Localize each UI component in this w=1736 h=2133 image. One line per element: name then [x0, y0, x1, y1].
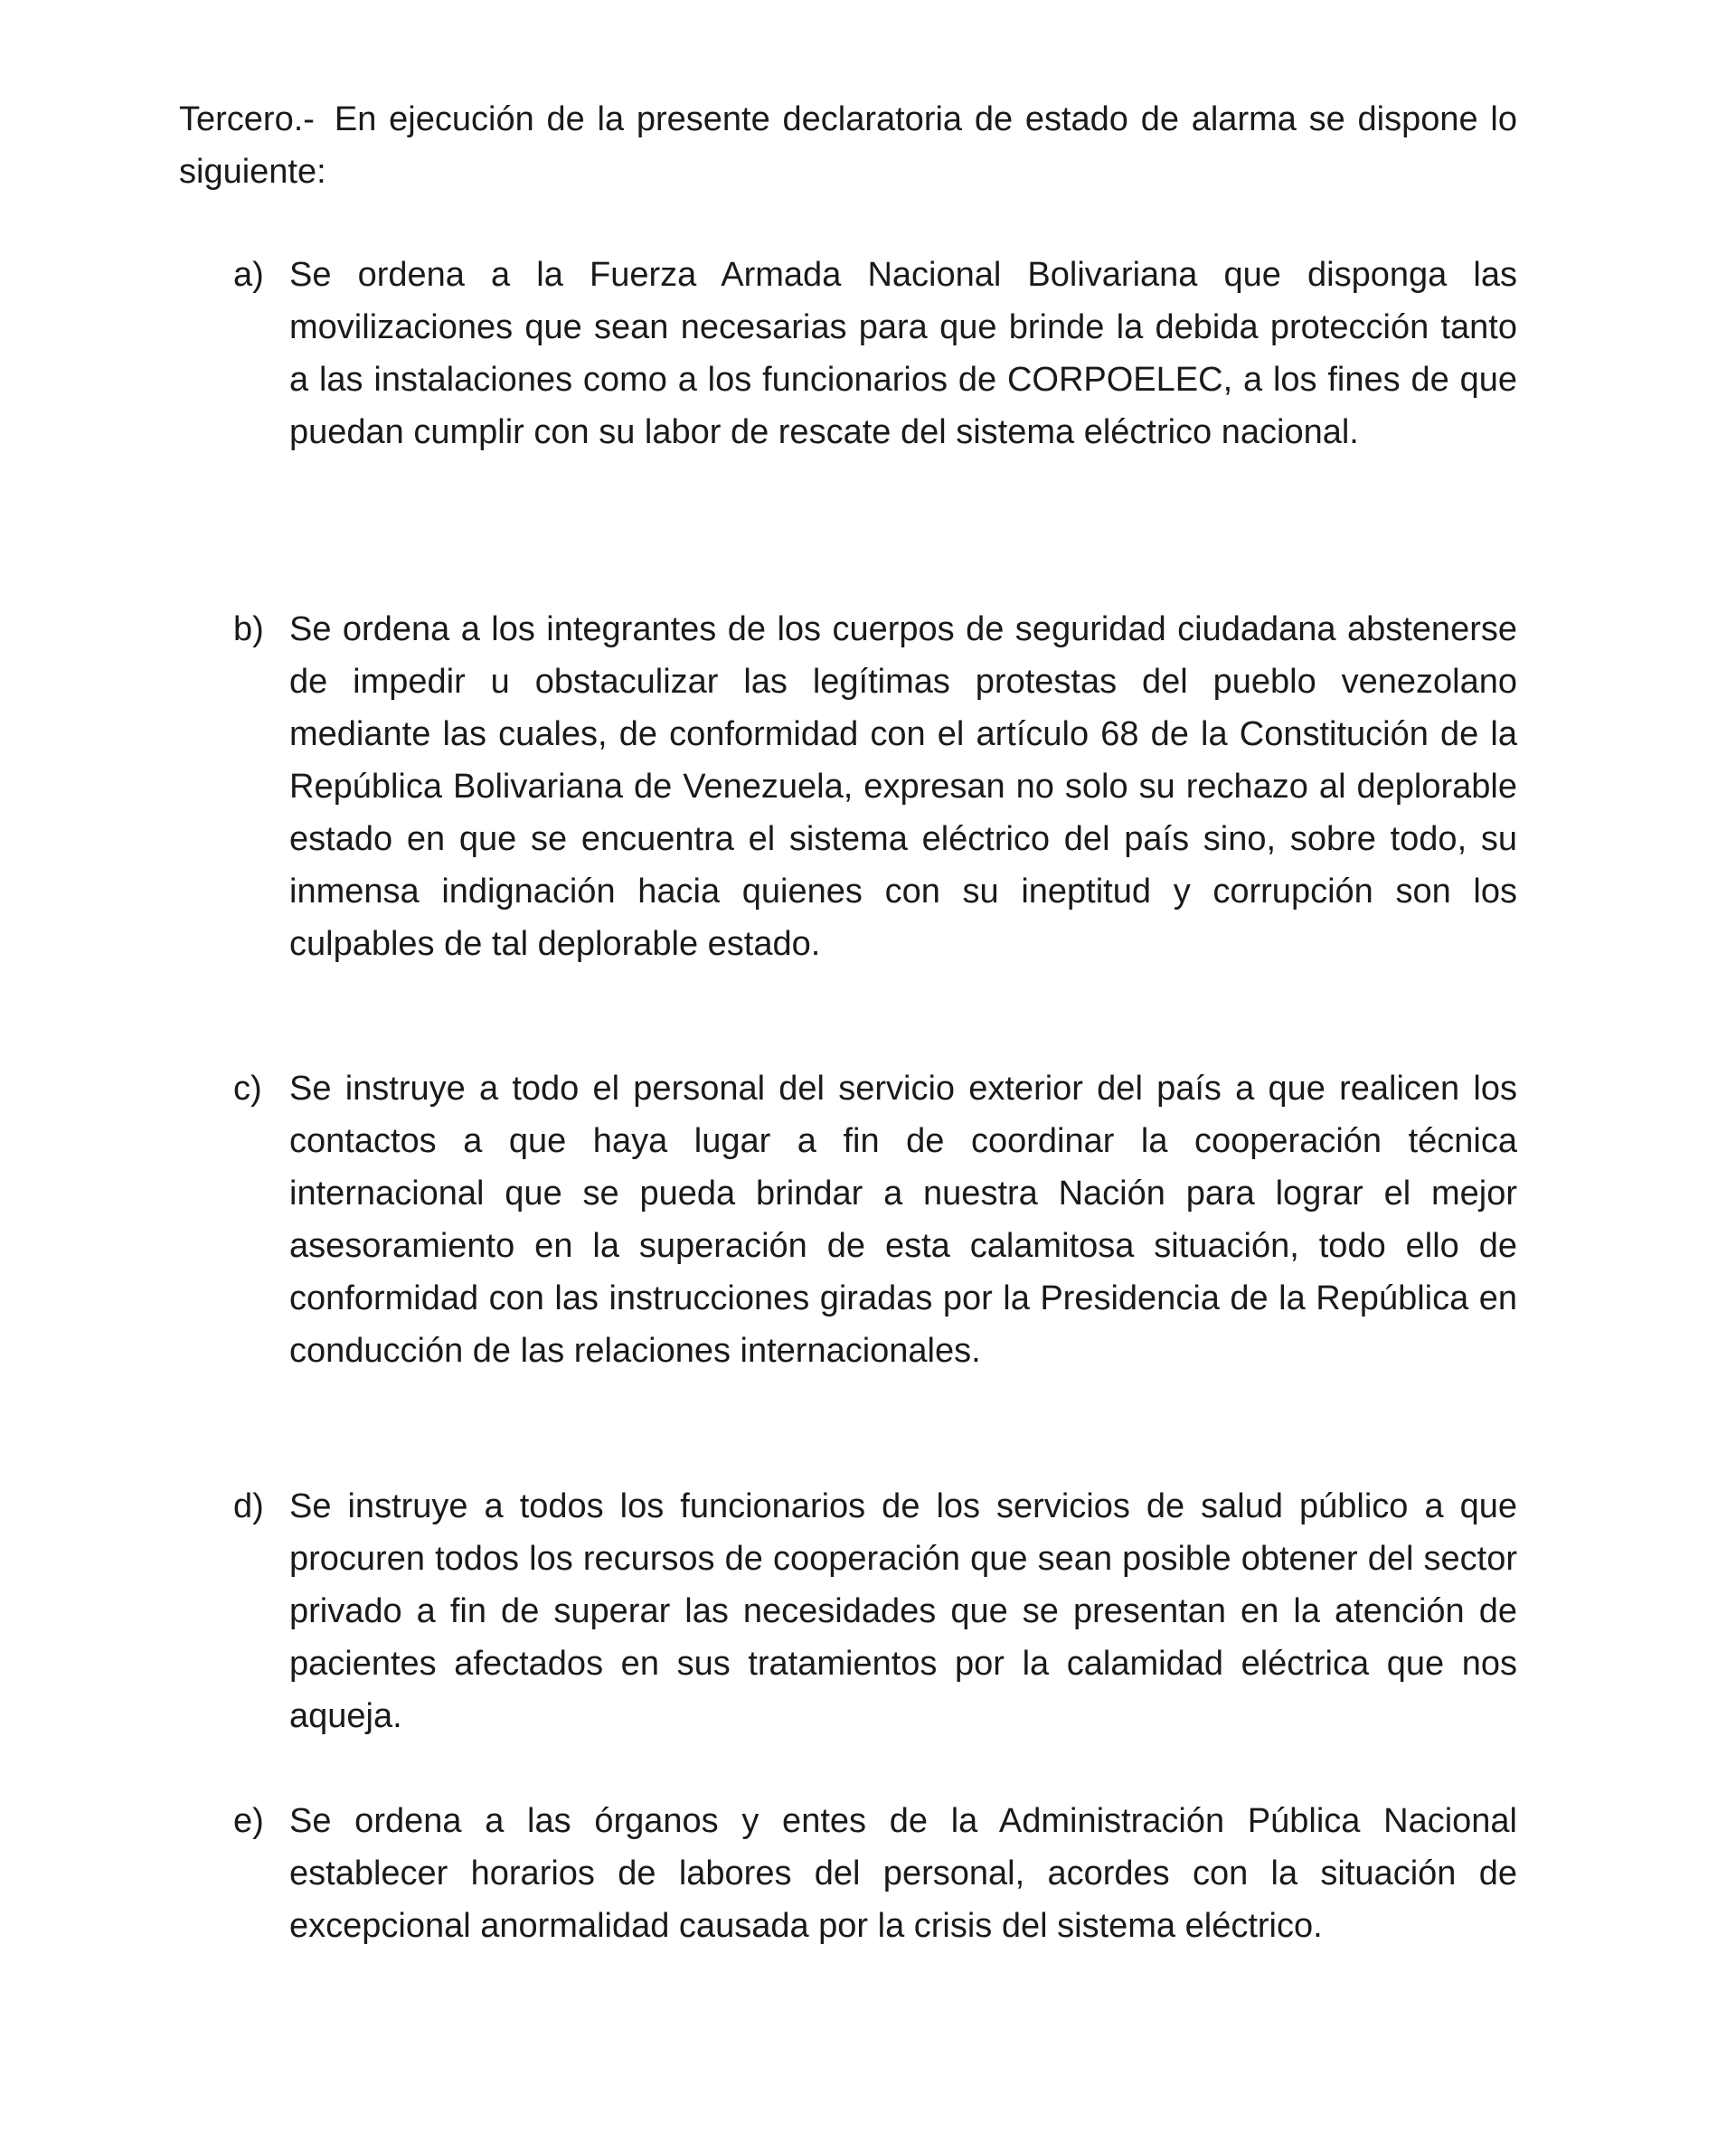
list-item-c: [233, 1062, 1517, 1377]
list-item-text: Se ordena a las órganos y entes de la Administración Pública Nacional establecer horarios de labores del personal, acordes con la situación de excepcional anormalidad causada por la crisis del sistema eléctrico.: [289, 1802, 1517, 1945]
list-item-a: [233, 249, 1517, 458]
list-marker: b): [233, 610, 264, 648]
list-item-text: Se ordena a la Fuerza Armada Nacional Bolivariana que disponga las movilizaciones que sean necesarias para que brinde la debida protección tanto a las instalaciones como a los funcionarios de CORPOELEC, a los fines de que puedan cumplir con su labor de rescate del sistema eléctrico nacional.: [289, 256, 1517, 451]
intro-paragraph: [179, 93, 1517, 198]
list-marker: d): [233, 1487, 264, 1525]
list-item-text: Se instruye a todo el personal del servicio exterior del país a que realicen los contactos a que haya lugar a fin de coordinar la cooperación técnica internacional que se pueda brindar a nuestra Nación para lograr el mejor asesoramiento en la superación de esta calamitosa situación, todo ello de conformidad con las instrucciones giradas por la Presidencia de la República en conducción de las relaciones internacionales.: [289, 1070, 1517, 1370]
list-item-b: [233, 603, 1517, 970]
list-item-text: Se ordena a los integrantes de los cuerpos de seguridad ciudadana abstenerse de impedir u obstaculizar las legítimas protestas del pueblo venezolano mediante las cuales, de conformidad con el artículo 68 de la Constitución de la República Bolivariana de Venezuela, expresan no solo su rechazo al deplorable estado en que se encuentra el sistema eléctrico del país sino, sobre todo, su inmensa indignación hacia quienes con su ineptitud y corrupción son los culpables de tal deplorable estado.: [289, 610, 1517, 963]
list-marker: e): [233, 1802, 264, 1840]
list-marker: a): [233, 256, 264, 294]
list-marker: c): [233, 1070, 262, 1108]
list-item-d: [233, 1480, 1517, 1742]
intro-heading: Tercero.-: [179, 100, 315, 138]
list-item-text: Se instruye a todos los funcionarios de los servicios de salud público a que procuren todos los recursos de cooperación que sean posible obtener del sector privado a fin de superar las necesidades que se presentan en la atención de pacientes afectados en sus tratamientos por la calamidad eléctrica que nos aqueja.: [289, 1487, 1517, 1735]
intro-text: En ejecución de la presente declaratoria de estado de alarma se dispone lo siguiente:: [179, 100, 1517, 191]
list-item-e: [233, 1795, 1517, 1952]
